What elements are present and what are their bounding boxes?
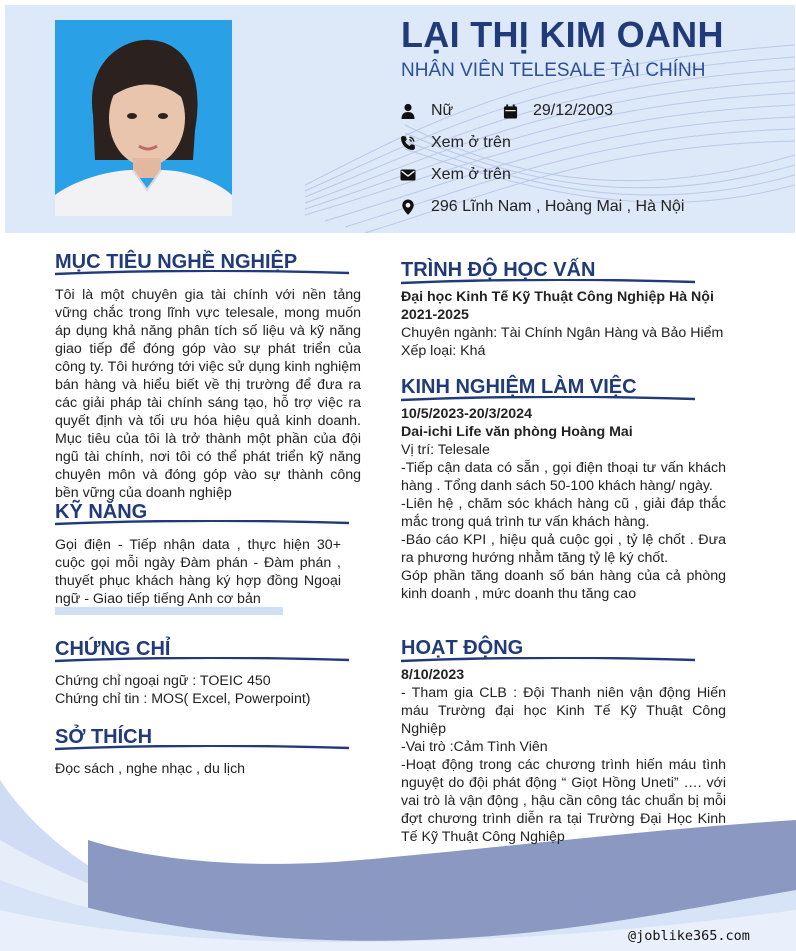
phone-icon [400, 135, 416, 151]
education-underline [401, 279, 695, 285]
education-heading: TRÌNH ĐỘ HỌC VẤN [401, 259, 596, 281]
skill-level-bar [55, 607, 283, 615]
phone-value: Xem ở trên [431, 134, 511, 151]
certificates-list [55, 672, 361, 708]
experience-duty: Góp phần tăng doanh số bán hàng của cả phòng kinh doanh , mức doanh thu tăng cao [401, 568, 726, 602]
email-value: Xem ở trên [431, 166, 511, 183]
certificate-item: Chứng chỉ ngoại ngữ : TOEIC 450 [55, 673, 271, 689]
certificate-item: Chứng chỉ tin : MOS( Excel, Powerpoint) [55, 691, 311, 707]
skills-underline [55, 520, 349, 526]
profile-photo [55, 20, 232, 216]
certificates-heading: CHỨNG CHỈ [55, 638, 171, 660]
skills-text: Gọi điện - Tiếp nhận data , thực hiện 30+ cuộc gọi mỗi ngày Đàm phán - Đàm phán , thuyết phục khách hàng ký hợp đồng Ngoại ngữ - Giao tiếp tiếng Anh cơ bản [55, 537, 341, 607]
activities-underline [401, 657, 695, 663]
dob-value: 29/12/2003 [533, 102, 614, 119]
activity-item: - Tham gia CLB : Đội Thanh niên vận động Hiến máu Trường đại học Kinh Tế Kỹ Thuật Công Nghiệp [401, 685, 726, 737]
experience-duty: -Tiếp cận data có sẵn , gọi điện thoại tư vấn khách hàng . Tổng danh sách 50-100 khách hàng/ ngày. [401, 460, 726, 494]
experience-underline [401, 396, 695, 402]
envelope-icon [400, 167, 416, 183]
school-name: Đại học Kinh Tế Kỹ Thuật Công Nghiệp Hà Nội [401, 289, 714, 305]
email-row [400, 164, 511, 186]
hobbies-heading: SỞ THÍCH [55, 726, 153, 748]
dob-row [503, 100, 613, 122]
education-block [401, 288, 726, 360]
experience-duty: -Liên hệ , chăm sóc khách hàng cũ , giải đáp thắc mắc trong quá trình tư vấn khách hàng. [401, 496, 726, 530]
major: Chuyên ngành: Tài Chính Ngân Hàng và Bảo Hiểm [401, 325, 724, 341]
address-row [400, 196, 684, 218]
experience-duty: -Báo cáo KPI , hiệu quả cuộc gọi , tỷ lệ chốt . Đưa ra phương hướng nhằm tăng tỷ lệ ký chốt. [401, 532, 726, 566]
experience-heading: KINH NGHIỆM LÀM VIỆC [401, 376, 637, 398]
candidate-name: LẠI THỊ KIM OANH [401, 14, 724, 55]
skills-heading: KỸ NĂNG [55, 501, 148, 523]
map-pin-icon [400, 199, 416, 215]
objective-heading: MỤC TIÊU NGHỀ NGHIỆP [55, 251, 298, 273]
activity-date: 8/10/2023 [401, 667, 465, 683]
calendar-icon [503, 104, 518, 119]
phone-row [400, 132, 511, 154]
certificates-underline [55, 657, 349, 663]
experience-role: Vị trí: Telesale [401, 442, 490, 458]
user-icon [400, 103, 416, 119]
footer-watermark: @joblike365.com [628, 928, 750, 944]
hobbies-text: Đọc sách , nghe nhạc , du lịch [55, 761, 246, 777]
activities-block [401, 666, 726, 846]
experience-period: 10/5/2023-20/3/2024 [401, 406, 532, 422]
objective-text: Tôi là một chuyên gia tài chính với nền tảng vững chắc trong lĩnh vực telesale, mong muốn áp dụng khả năng phân tích số liệu và kỹ năng giao tiếp để đóng góp vào sự phát triển của công ty. Tôi hướng tới việc sử dụng kinh nghiệm bán hàng và hiểu biết về thị trường để đưa ra các giải pháp tài chính sáng tạo, hỗ trợ việc ra quyết định và tối ưu hóa hiệu quả kinh doanh. Mục tiêu của tôi là trở thành một phần của đội ngũ tài chính, nơi tôi có thể phát triển kỹ năng chuyên môn và đóng góp vào sự thành công bền vững của doanh nghiệp [55, 287, 361, 501]
activities-heading: HOẠT ĐỘNG [401, 637, 524, 659]
objective-underline [55, 270, 349, 276]
address-value: 296 Lĩnh Nam , Hoàng Mai , Hà Nội [431, 198, 685, 215]
activity-item: -Hoạt động trong các chương trình hiến máu tình nguyệt do đội phát động “ Giọt Hồng Uneti” …. với vai trò là vận động , hậu cần công tác chuẩn bị mỗi đợt chương trình diễn ra tại Trường Đại Học Kinh Tế Kỹ Thuật Công Nghiệp [401, 757, 726, 845]
experience-block [401, 405, 726, 603]
experience-company: Dai-ichi Life văn phòng Hoàng Mai [401, 424, 633, 440]
activity-item: -Vai trò :Cảm Tình Viên [401, 739, 548, 755]
school-years: 2021-2025 [401, 307, 469, 323]
hobbies-underline [55, 745, 349, 751]
gender-value: Nữ [431, 102, 454, 119]
rank: Xếp loại: Khá [401, 343, 486, 359]
gender-row [400, 100, 453, 122]
candidate-position: NHÂN VIÊN TELESALE TÀI CHÍNH [401, 60, 706, 81]
avatar-portrait [55, 20, 232, 216]
